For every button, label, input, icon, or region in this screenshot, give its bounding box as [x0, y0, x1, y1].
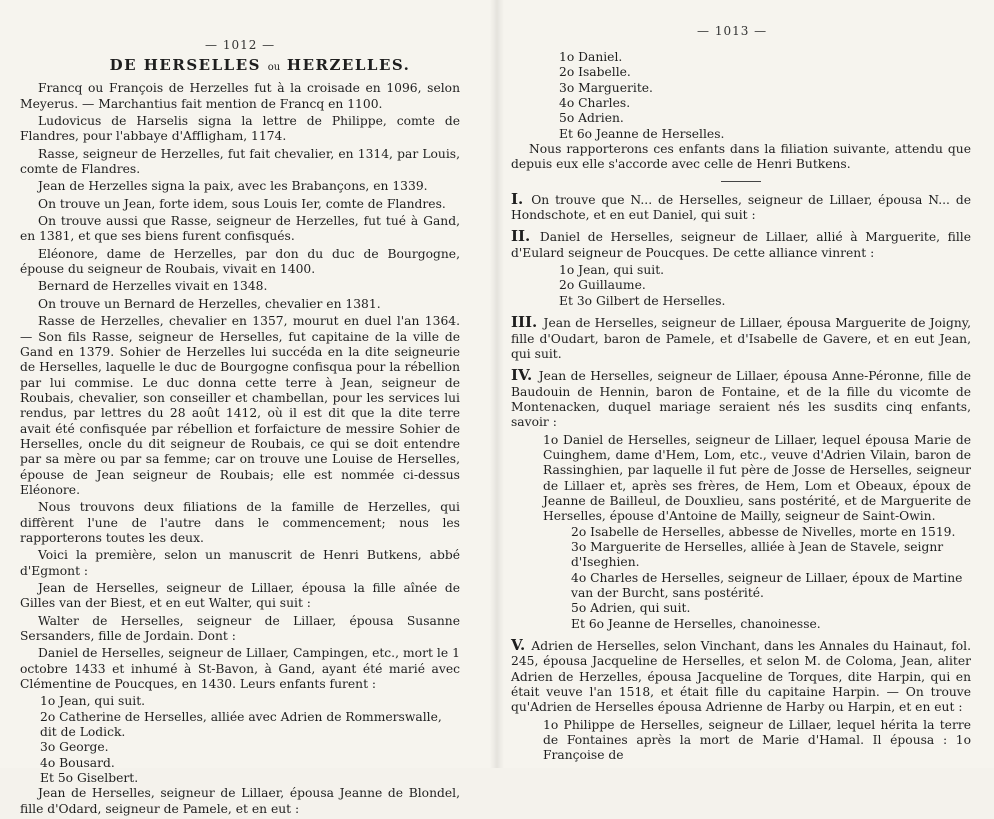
paragraph: Voici la première, selon un manuscrit de Henri Butkens, abbé d'Egmont : — [20, 548, 460, 578]
list-item: Et 3o Gilbert de Herselles. — [559, 293, 726, 308]
list-item: 4o Charles de Herselles, seigneur de Lillaer, époux de Martine van der Burcht, sans postérité. — [571, 570, 963, 600]
paragraph: Eléonore, dame de Herzelles, par don du duc de Bourgogne, épouse du seigneur de Roubais, vivait en 1400. — [20, 246, 460, 277]
generation-text: Jean de Herselles, seigneur de Lillaer, épousa Marguerite de Joigny, fille d'Oudart, baron de Pamele, et d'Isabelle de Gavere, et en eut Jean, qui suit. — [511, 316, 971, 361]
title-second: HERZELLES. — [286, 56, 411, 74]
list-item: 3o Marguerite. — [559, 80, 653, 95]
page-number-left: — 1012 — — [205, 38, 276, 52]
list-item: 4o Bousard. — [40, 755, 115, 770]
roman-numeral: II. — [511, 227, 531, 246]
list-item: 1o Daniel. — [559, 50, 623, 64]
paragraph: Rasse, seigneur de Herzelles, fut fait chevalier, en 1314, par Louis, comte de Flandres. — [20, 146, 460, 177]
list-item: 2o Catherine de Herselles, alliée avec Adrien de Rommerswalle, dit de Lodick. — [40, 709, 442, 740]
paragraph: Daniel de Herselles, seigneur de Lillaer, Campingen, etc., mort le 1 octobre 1433 et inhumé à St-Bavon, à Gand, ayant été marié avec Clémentine de Poucques, en 1430. Leurs enfants furent : — [20, 646, 460, 692]
left-page — [0, 0, 497, 816]
generation-entry — [511, 229, 971, 261]
paragraph: Jean de Herselles, seigneur de Lillaer, épousa Jeanne de Blondel, fille d'Odard, seigneur de Pamele, et en eut : — [20, 786, 460, 816]
section-divider — [721, 181, 761, 182]
list-item: 2o Isabelle de Herselles, abbesse de Nivelles, morte en 1519. — [571, 524, 956, 539]
page-number-right: — 1013 — — [697, 24, 768, 38]
list-item: 5o Adrien. — [559, 111, 624, 126]
paragraph: Walter de Herselles, seigneur de Lillaer, épousa Susanne Sersanders, fille de Jordain. Dont : — [20, 613, 460, 644]
paragraph: Bernard de Herzelles vivait en 1348. — [38, 279, 268, 294]
list-item: 5o Adrien, qui suit. — [571, 601, 691, 616]
roman-numeral: I. — [511, 189, 524, 208]
list-item: 3o Marguerite de Herselles, alliée à Jean de Stavele, seignr d'Iseghien. — [571, 539, 944, 570]
paragraph: Nous rapporterons ces enfants dans la filiation suivante, attendu que depuis eux elle s'accorde avec celle de Henri Butkens. — [511, 142, 971, 172]
roman-numeral: III. — [511, 313, 538, 332]
list-item: 1o Philippe de Herselles, seigneur de Lillaer, lequel hérita la terre de Fontaines après la mort de Marie d'Hamal. Il épousa : 1o Françoise de — [543, 717, 971, 763]
generation-entry — [511, 189, 971, 224]
chapter-title — [60, 58, 460, 75]
generation-entry — [511, 638, 971, 716]
paragraph: Jean de Herselles, seigneur de Lillaer, épousa la fille aînée de Gilles van der Biest, et en eut Walter, qui suit : — [20, 581, 460, 611]
list-item: 1o Daniel de Herselles, seigneur de Lillaer, lequel épousa Marie de Cuinghem, dame d'Hem, Lom, etc., veuve d'Adrien Vilain, baron de Rassinghien, par laquelle il fut père de Josse de Herselles, seigneur de Lillaer et, après ses frères, de Hem, Lom et Obeaux, époux de Jeanne de Bailleul, de Douxlieu, sans postérité, et de Marguerite de Herselles, épouse d'Antoine de Mailly, seigneur de Saint-Owin. — [543, 432, 971, 524]
title-main: DE HERSELLES — [109, 56, 261, 74]
title-ou: ou — [267, 62, 281, 73]
paragraph: On trouve un Bernard de Herzelles, chevalier en 1381. — [38, 296, 381, 311]
paragraph: Francq ou François de Herzelles fut à la croisade en 1096, selon Meyerus. — Marchantius fait mention de Francq en 1100. — [20, 81, 460, 111]
paragraph: Ludovicus de Harselis signa la lettre de Philippe, comte de Flandres, pour l'abbaye d'Affligham, 1174. — [20, 114, 460, 144]
generation-entry — [511, 315, 971, 362]
generation-text: Daniel de Herselles, seigneur de Lillaer, allié à Marguerite, fille d'Eulard seigneur de Poucques. De cette alliance vinrent : — [511, 230, 971, 260]
right-page — [497, 0, 994, 768]
left-text-column — [20, 58, 460, 819]
list-item: 2o Isabelle. — [559, 65, 631, 80]
generation-entry — [511, 368, 971, 430]
list-item: 2o Guillaume. — [559, 278, 646, 293]
generation-text: Jean de Herselles, seigneur de Lillaer, épousa Anne-Péronne, fille de Baudouin de Hennin, baron de Fontaine, et de la fille du vicomte de Montenacken, duquel mariage seraient nés les susdits cinq enfants, savoir : — [511, 369, 971, 430]
paragraph: On trouve un Jean, forte idem, sous Louis Ier, comte de Flandres. — [38, 196, 446, 211]
roman-numeral: IV. — [511, 366, 533, 385]
right-text-column — [511, 50, 971, 764]
list-item: 3o George. — [40, 740, 109, 755]
paragraph: Jean de Herzelles signa la paix, avec les Brabançons, en 1339. — [38, 179, 428, 194]
list-item: Et 5o Giselbert. — [40, 771, 139, 786]
paragraph: On trouve aussi que Rasse, seigneur de Herzelles, fut tué à Gand, en 1381, et que ses biens furent confisqués. — [20, 214, 460, 244]
paragraph: Nous trouvons deux filiations de la famille de Herzelles, qui diffèrent l'une de l'autre dans le commencement; nous les rapporterons toutes les deux. — [20, 500, 460, 545]
generation-text: On trouve que N... de Herselles, seigneur de Lillaer, épousa N... de Hondschote, et en eut Daniel, qui suit : — [511, 192, 971, 223]
list-item: 1o Jean, qui suit. — [40, 694, 146, 709]
list-item: 4o Charles. — [559, 96, 631, 111]
list-item: 1o Jean, qui suit. — [559, 263, 665, 278]
roman-numeral: V. — [511, 636, 526, 655]
generation-text: Adrien de Herselles, selon Vinchant, dans les Annales du Hainaut, fol. 245, épousa Jacqueline de Herselles, et selon M. de Coloma, Jean, aliter Adrien de Herzelles, épousa Jacqueline de Torques, dite Harpin, qui en était veuve l'an 1518, et était fille du capitaine Harpin. — On trouve qu'Adrien de Herselles épousa Adrienne de Harby ou Harpin, et en eut : — [511, 639, 971, 715]
list-item: Et 6o Jeanne de Herselles. — [559, 126, 725, 141]
paragraph: Rasse de Herzelles, chevalier en 1357, mourut en duel l'an 1364. — Son fils Rasse, seigneur de Herselles, fut capitaine de la ville de Gand en 1379. Sohier de Herzelles lui succéda en la dite seigneurie de Herselles, laquelle le duc de Bourgogne confisqua pour la rébellion par lui commise. Le duc donna cette terre à Jean, seigneur de Roubais, chevalier, son conseiller et chambellan, pour les services lui rendus, par lettres du 28 août 1412, où il est dit que la dite terre avait été confisquée par rébellion et forfaicture de messire Sohier de Herselles, oncle du dit seigneur de Roubais, ce qui se doit entendre par sa mère ou par sa femme; car on trouve une Louise de Herselles, épouse de Jean seigneur de Roubais; elle est nommée ci-dessus Eléonore. — [20, 314, 460, 497]
list-item: Et 6o Jeanne de Herselles, chanoinesse. — [571, 616, 821, 631]
